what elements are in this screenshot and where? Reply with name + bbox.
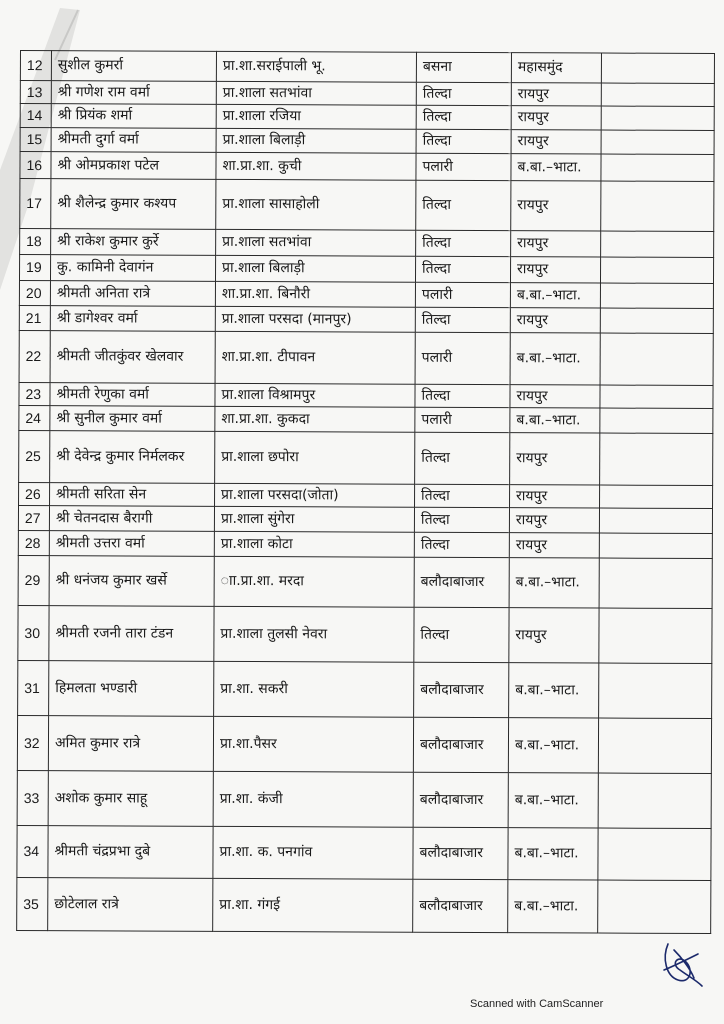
block-cell: पलारी [415,282,510,307]
block-cell: तिल्दा [416,105,511,129]
teacher-name-cell: अमित कुमार रात्रे [48,716,213,772]
district-cell: रायपुर [510,385,600,408]
district-cell: रायपुर [510,257,600,283]
school-name-cell: प्रा.शाला छपोरा [215,431,415,484]
remarks-cell [600,485,713,508]
school-name-cell: प्रा.शाला सुंगेरा [214,506,414,532]
school-name-cell: प्रा.शाला रजिया [216,104,416,129]
remarks-cell [601,106,714,130]
block-cell: बलौदाबाजार [413,717,508,772]
table-row [19,482,713,508]
serial-number-cell: 18 [20,229,51,255]
district-cell: ब.बा.–भाटा. [510,408,600,433]
teacher-name-cell: श्रीमती चंद्रप्रभा दुबे [48,826,213,879]
table-row [19,405,713,433]
teacher-name-cell: श्रीमती जीतकुंवर खेलवार [50,331,215,384]
district-cell: रायपुर [511,231,601,257]
serial-number-cell: 29 [18,555,49,605]
serial-number-cell: 13 [20,81,51,104]
teacher-name-cell: सुशील कुमर्रा [51,51,216,82]
block-cell: बलौदाबाजार [414,557,509,607]
school-name-cell: प्रा.शाला सासाहोली [216,179,416,230]
block-cell: तिल्दा [415,484,510,507]
school-name-cell: प्रा.शाला तुलसी नेवरा [214,606,414,662]
remarks-cell [599,508,712,533]
table-row [17,825,711,880]
teacher-name-cell: श्री गणेश राम वर्मा [51,81,216,105]
block-cell: बलौदाबाजार [414,662,509,717]
teacher-name-cell: छोटेलाल रात्रे [48,878,213,932]
remarks-cell [601,231,714,257]
block-cell: तिल्दा [414,607,509,662]
block-cell: बलौदाबाजार [413,827,508,879]
table-row [17,877,711,933]
remarks-cell [601,181,714,231]
serial-number-cell: 15 [20,128,51,152]
school-name-cell: प्रा.शाला परसदा (मानपुर) [215,306,415,332]
school-name-cell: प्रा.शा.पैसर [213,716,413,772]
teacher-name-cell: श्री राकेश कुमार कुर्रे [51,229,216,256]
school-name-cell: शा.प्रा.शा. टीपावन [215,331,415,384]
serial-number-cell: 32 [17,715,48,770]
remarks-cell [600,433,713,485]
teacher-name-cell: श्रीमती सरिता सेन [50,483,215,507]
block-cell: पलारी [416,153,511,180]
district-cell: रायपुर [509,608,599,663]
block-cell: पलारी [415,407,510,432]
school-name-cell: प्रा.शाला सतभांवा [216,229,416,256]
district-cell: ब.बा.–भाटा. [508,773,598,828]
remarks-cell [598,880,711,933]
block-cell: बसना [416,52,511,82]
district-cell: रायपुर [509,533,599,558]
serial-number-cell: 35 [17,877,48,930]
school-name-cell: प्रा.शाला बिलाड़ी [216,128,416,153]
remarks-cell [598,718,711,773]
remarks-cell [600,333,713,385]
block-cell: तिल्दा [416,230,511,256]
table-row [19,382,713,408]
serial-number-cell: 19 [19,255,50,281]
remarks-cell [598,828,711,880]
district-cell: ब.बा.–भाटा. [509,663,599,718]
teacher-name-cell: श्री देवेन्द्र कुमार निर्मलकर [50,431,215,484]
teacher-name-cell: हिमलता भण्डारी [49,661,214,717]
remarks-cell [600,283,713,308]
district-cell: रायपुर [511,106,601,130]
block-cell: तिल्दा [416,180,511,230]
teacher-name-cell: श्री सुनील कुमार वर्मा [50,406,215,432]
block-cell: तिल्दा [416,82,511,105]
serial-number-cell: 28 [18,530,49,555]
table-row [19,430,713,485]
remarks-cell [599,663,712,718]
teacher-name-cell: अशोक कुमार साहू [48,771,213,827]
serial-number-cell: 16 [20,152,51,179]
scanner-watermark: Scanned with CamScanner [470,998,604,1010]
table-row [20,179,714,232]
remarks-cell [601,154,714,181]
serial-number-cell: 25 [19,430,50,482]
teacher-name-cell: श्री डागेश्वर वर्मा [50,306,215,332]
serial-number-cell: 20 [19,281,50,306]
district-cell: ब.बा.–भाटा. [510,283,600,308]
serial-number-cell: 27 [18,505,49,530]
block-cell: तिल्दा [414,532,509,557]
table-row [18,660,712,718]
school-name-cell: प्रा.शाला परसदा(जोता) [215,483,415,507]
school-name-cell: प्रा.शा. गंगई [213,878,413,932]
school-name-cell: प्रा.शाला बिलाड़ी [215,255,415,282]
school-name-cell: शा.प्रा.शा. बिनौरी [215,281,415,307]
district-cell: महासमुंद [511,53,601,83]
school-name-cell: ाा.प्रा.शा. मरदा [214,556,414,607]
table-row [20,229,714,258]
block-cell: पलारी [415,332,510,384]
district-cell: रायपुर [511,83,601,106]
school-name-cell: प्रा.शा. सकरी [214,661,414,717]
remarks-cell [600,257,713,283]
remarks-cell [598,773,711,828]
teacher-name-cell: श्रीमती रेणुका वर्मा [50,383,215,407]
district-cell: ब.बा.–भाटा. [508,718,598,773]
district-cell: रायपुर [510,485,600,508]
school-name-cell: प्रा.शा. क. पनगांव [213,826,413,879]
school-name-cell: शा.प्रा.शा. कुकदा [215,406,415,432]
serial-number-cell: 30 [18,605,49,660]
serial-number-cell: 21 [19,305,50,330]
district-cell: ब.बा.–भाटा. [508,828,598,880]
block-cell: तिल्दा [415,432,510,484]
teacher-name-cell: श्री ओमप्रकाश पटेल [51,152,216,180]
serial-number-cell: 31 [18,660,49,715]
remarks-cell [601,53,714,83]
serial-number-cell: 33 [17,770,48,825]
table-row [20,152,714,182]
signature-mark [660,940,704,988]
table-row [19,305,713,333]
teacher-name-cell: श्री धनंजय कुमार खर्से [49,556,214,607]
block-cell: तिल्दा [416,129,511,153]
block-cell: बलौदाबाजार [413,879,508,932]
school-name-cell: प्रा.शाला कोटा [214,531,414,557]
school-name-cell: प्रा.शा.सराईपाली भू. [216,51,416,82]
teacher-list-table [16,50,715,934]
teacher-name-cell: श्री चेतनदास बैरागी [49,506,214,532]
school-name-cell: प्रा.शाला सतभांवा [216,81,416,105]
table-row [18,605,712,663]
remarks-cell [599,533,712,558]
table-row [17,770,711,828]
district-cell: ब.बा.–भाटा. [511,154,601,181]
block-cell: तिल्दा [415,256,510,282]
serial-number-cell: 14 [20,104,51,128]
table-row [20,81,714,107]
block-cell: तिल्दा [415,307,510,332]
school-name-cell: प्रा.शा. कंजी [213,771,413,827]
block-cell: तिल्दा [415,384,510,407]
remarks-cell [599,558,712,608]
district-cell: रायपुर [511,181,601,231]
table-row [20,104,714,131]
table-row [19,281,713,309]
district-cell: ब.बा.–भाटा. [510,333,600,385]
serial-number-cell: 26 [19,482,50,505]
table-row [20,128,714,155]
district-cell: रायपुर [510,433,600,485]
teacher-name-cell: कु. कामिनी देवागंन [50,255,215,282]
district-cell: रायपुर [509,508,599,533]
remarks-cell [600,385,713,408]
teacher-name-cell: श्रीमती रजनी तारा टंडन [49,606,214,662]
serial-number-cell: 17 [20,179,51,229]
table-body [17,51,715,934]
table-row [18,530,712,558]
table-row [19,330,713,385]
remarks-cell [600,408,713,433]
serial-number-cell: 24 [19,405,50,430]
school-name-cell: शा.प्रा.शा. कुची [216,152,416,180]
table-row [18,555,712,608]
district-cell: रायपुर [511,130,601,154]
teacher-name-cell: श्रीमती अनिता रात्रे [50,281,215,307]
remarks-cell [601,83,714,106]
table-row [17,715,711,773]
block-cell: बलौदाबाजार [413,772,508,827]
table-row [20,51,714,84]
remarks-cell [600,308,713,333]
teacher-name-cell: श्री शैलेन्द्र कुमार कश्यप [51,179,216,230]
teacher-name-cell: श्री प्रियंक शर्मा [51,104,216,129]
teacher-name-cell: श्रीमती दुर्गा वर्मा [51,128,216,153]
serial-number-cell: 23 [19,382,50,405]
table-row [19,255,713,284]
district-cell: ब.बा.–भाटा. [509,558,599,608]
table-row [18,505,712,533]
school-name-cell: प्रा.शाला विश्रामपुर [215,383,415,407]
district-cell: ब.बा.–भाटा. [508,880,598,933]
serial-number-cell: 12 [20,51,51,81]
serial-number-cell: 22 [19,330,50,382]
remarks-cell [599,608,712,663]
teacher-name-cell: श्रीमती उत्तरा वर्मा [49,531,214,557]
district-cell: रायपुर [510,308,600,333]
block-cell: तिल्दा [414,507,509,532]
remarks-cell [601,130,714,154]
serial-number-cell: 34 [17,825,48,877]
